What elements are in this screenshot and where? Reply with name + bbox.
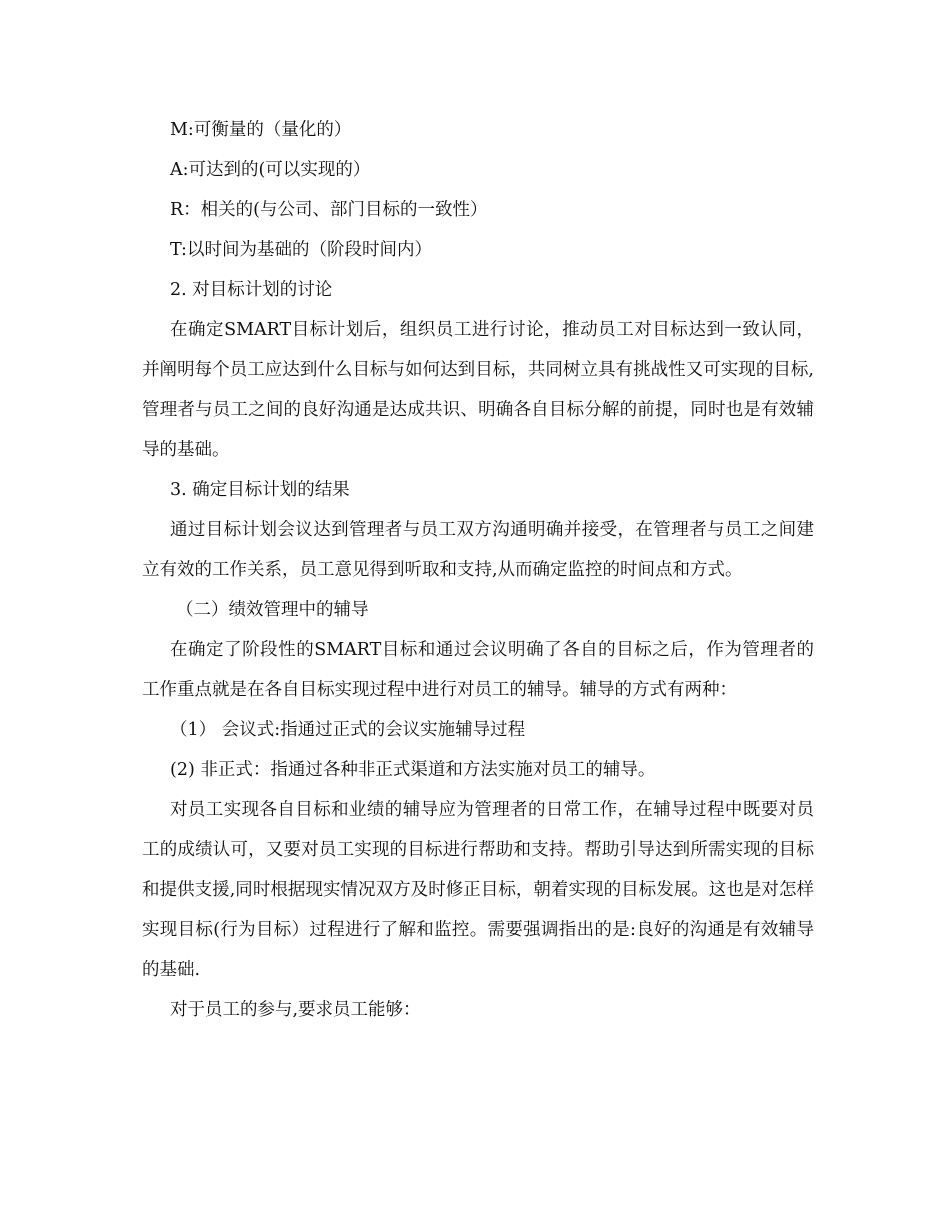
- smart-item-t: T:以时间为基础的（阶段时间内）: [170, 240, 432, 260]
- document-body: [142, 110, 814, 1030]
- coaching-method-informal: (2) 非正式：指通过各种非正式渠道和方法实施对员工的辅导。: [170, 760, 656, 780]
- heading-result: 3. 确定目标计划的结果: [170, 480, 350, 500]
- paragraph-discussion: 在确定SMART目标计划后，组织员工进行讨论，推动员工对目标达到一致认同，并阐明每个员工应达到什么目标与如何达到目标，共同树立具有挑战性又可实现的目标,管理者与员工之间的良好沟通是达成共识、明确各自目标分解的前提，同时也是有效辅导的基础。: [142, 320, 814, 460]
- paragraph-employee-participation: 对于员工的参与,要求员工能够：: [170, 1000, 421, 1020]
- smart-item-r: R：相关的(与公司、部门目标的一致性）: [170, 200, 488, 220]
- paragraph-coaching-intro: 在确定了阶段性的SMART目标和通过会议明确了各自的目标之后，作为管理者的工作重点就是在各自目标实现过程中进行对员工的辅导。辅导的方式有两种：: [142, 640, 814, 700]
- coaching-method-formal: （1） 会议式:指通过正式的会议实施辅导过程: [170, 720, 526, 740]
- paragraph-daily-coaching: 对员工实现各自目标和业绩的辅导应为管理者的日常工作，在辅导过程中既要对员工的成绩认可，又要对员工实现的目标进行帮助和支持。帮助引导达到所需实现的目标和提供支援,同时根据现实情况双方及时修正目标，朝着实现的目标发展。这也是对怎样实现目标(行为目标）过程进行了解和监控。需要强调指出的是:良好的沟通是有效辅导的基础.: [142, 800, 814, 980]
- smart-item-m: M:可衡量的（量化的）: [170, 120, 352, 140]
- smart-item-a: A:可达到的(可以实现的）: [170, 160, 371, 180]
- section-heading-coaching: （二）绩效管理中的辅导: [176, 600, 369, 620]
- paragraph-result: 通过目标计划会议达到管理者与员工双方沟通明确并接受，在管理者与员工之间建立有效的工作关系，员工意见得到听取和支持,从而确定监控的时间点和方式。: [142, 520, 814, 580]
- heading-discussion: 2. 对目标计划的讨论: [170, 280, 333, 300]
